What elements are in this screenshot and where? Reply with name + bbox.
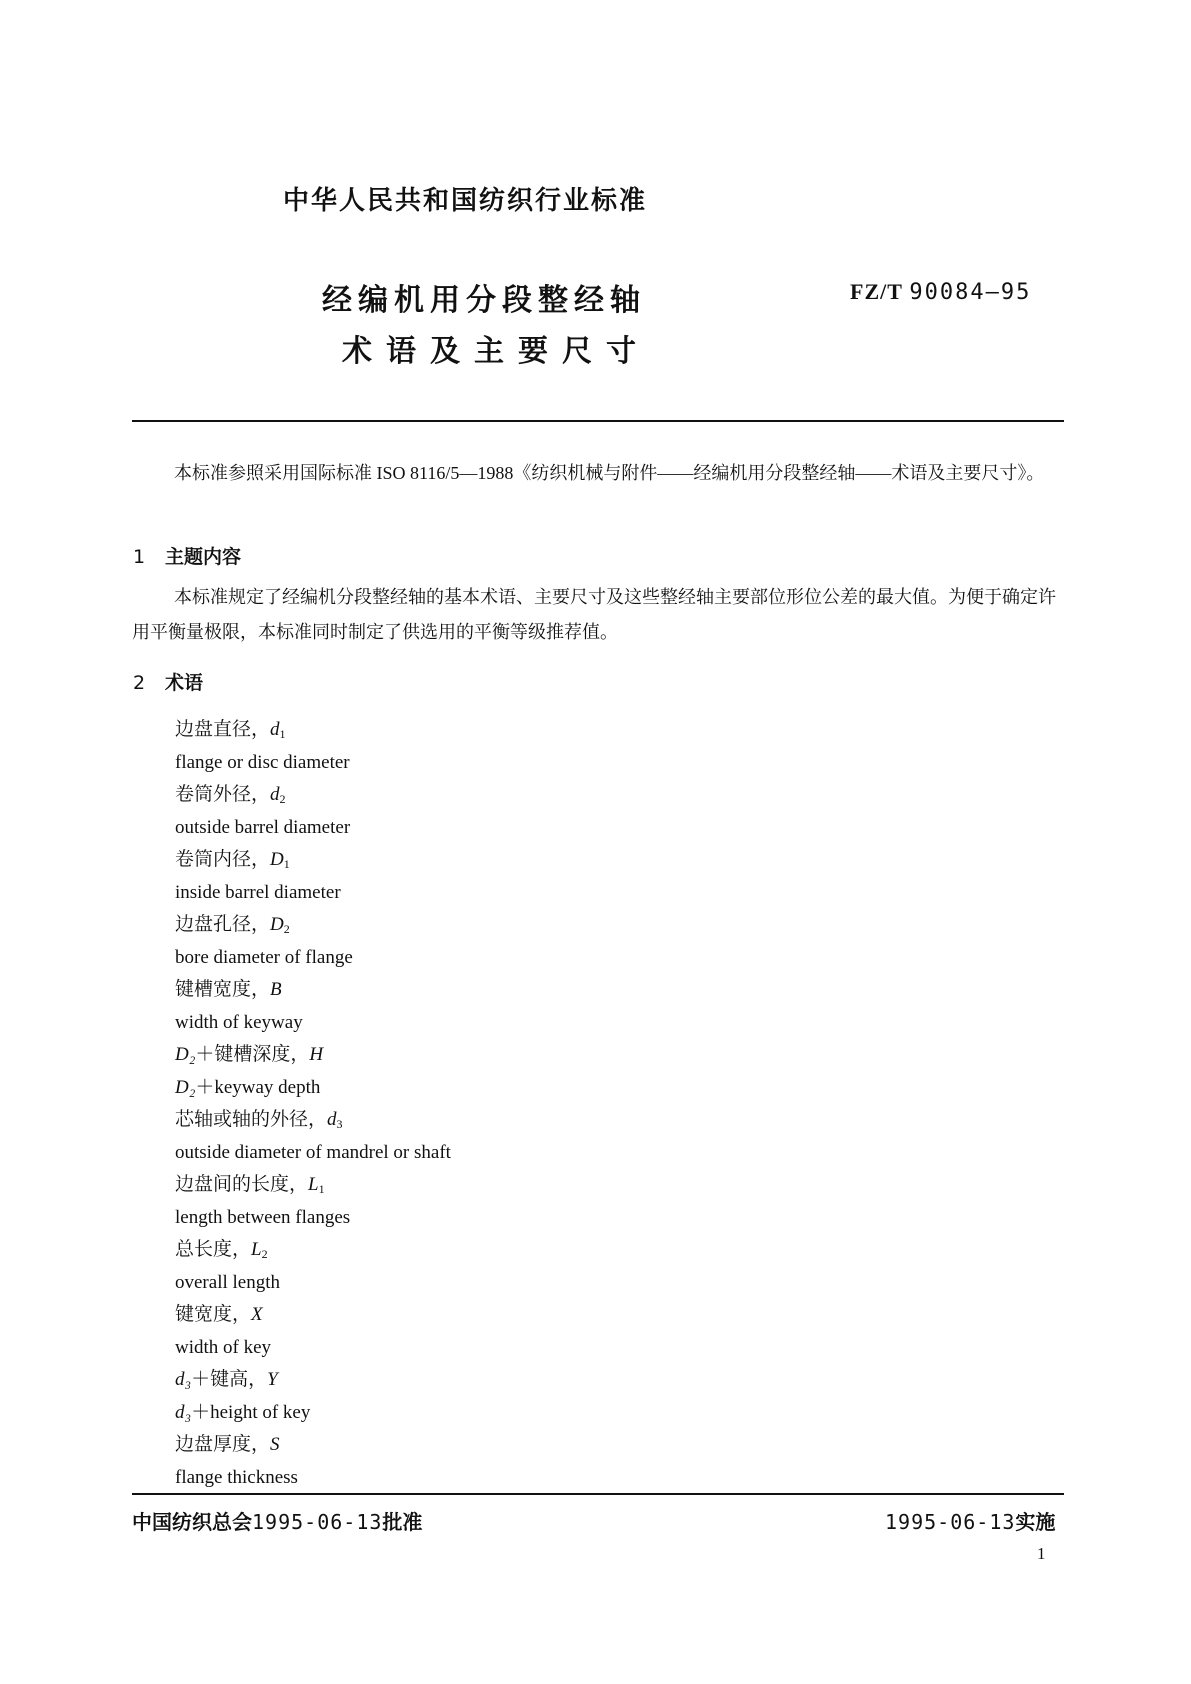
approval-date: 1995-06-13 bbox=[252, 1510, 383, 1534]
term-item bbox=[175, 909, 875, 974]
effective-date: 1995-06-13 bbox=[885, 1510, 1016, 1534]
header-divider bbox=[132, 420, 1064, 422]
term-symbol: H bbox=[309, 1044, 324, 1065]
section-2-title: 术语 bbox=[165, 672, 204, 694]
term-symbol: d bbox=[270, 719, 280, 740]
document-title-line-2: 术语及主要尺寸 bbox=[342, 334, 650, 369]
term-item bbox=[175, 1234, 875, 1299]
section-1-text: 本标准规定了经编机分段整经轴的基本术语、主要尺寸及这些整经轴主要部位形位公差的最大值。为便于确定许用平衡量极限，本标准同时制定了供选用的平衡等级推荐值。 bbox=[132, 587, 1056, 642]
term-english-text: inside barrel diameter bbox=[175, 882, 341, 903]
term-item bbox=[175, 844, 875, 909]
term-chinese-text: 边盘厚度， bbox=[175, 1434, 271, 1455]
term-chinese-prefix: d₃ bbox=[175, 1369, 192, 1390]
section-1-heading bbox=[133, 542, 241, 569]
term-english bbox=[175, 1006, 875, 1039]
effective-label: 实施 bbox=[1015, 1510, 1056, 1534]
term-symbol-subscript: 1 bbox=[279, 727, 286, 741]
term-item bbox=[175, 1104, 875, 1169]
term-chinese bbox=[175, 714, 875, 746]
issuer: 中国纺织总会 bbox=[132, 1510, 252, 1534]
term-chinese bbox=[175, 1169, 875, 1201]
term-english bbox=[175, 1201, 875, 1234]
effective-line bbox=[885, 1506, 1055, 1535]
term-english-text: width of keyway bbox=[175, 1012, 303, 1033]
term-symbol: D bbox=[270, 849, 284, 870]
issuing-authority-header: 中华人民共和国纺织行业标准 bbox=[283, 186, 648, 216]
intro-text: 本标准参照采用国际标准 ISO 8116/5—1988《纺织机械与附件——经编机用分段整经轴——术语及主要尺寸》。 bbox=[174, 463, 1045, 483]
term-english bbox=[175, 941, 875, 974]
term-english-prefix: d₃ bbox=[175, 1402, 192, 1423]
term-chinese-text: 总长度， bbox=[175, 1239, 252, 1260]
term-english-text: overall length bbox=[175, 1272, 280, 1293]
term-item bbox=[175, 714, 875, 779]
term-chinese bbox=[175, 1039, 875, 1071]
term-chinese-prefix: D₂ bbox=[175, 1044, 196, 1065]
term-english bbox=[175, 1331, 875, 1364]
standard-number bbox=[850, 279, 1031, 305]
term-english bbox=[175, 876, 875, 909]
term-chinese bbox=[175, 1299, 875, 1331]
term-symbol-subscript: 2 bbox=[279, 792, 286, 806]
term-chinese-text: 键宽度， bbox=[175, 1304, 252, 1325]
term-chinese-text: 边盘孔径， bbox=[175, 914, 271, 935]
term-chinese-text: 卷筒内径， bbox=[175, 849, 271, 870]
term-chinese-text: 边盘直径， bbox=[175, 719, 271, 740]
term-chinese bbox=[175, 844, 875, 876]
term-symbol: d bbox=[270, 784, 280, 805]
term-symbol: L bbox=[251, 1239, 262, 1260]
term-symbol: d bbox=[327, 1109, 337, 1130]
section-1-number: 1 bbox=[133, 546, 146, 568]
term-chinese-text: ＋键槽深度， bbox=[195, 1044, 310, 1065]
term-english-text: ＋keyway depth bbox=[195, 1077, 321, 1098]
section-1-title: 主题内容 bbox=[165, 546, 242, 568]
term-symbol: Y bbox=[267, 1369, 278, 1390]
section-2-number: 2 bbox=[133, 672, 146, 694]
standard-number-value: 90084—95 bbox=[909, 280, 1032, 305]
term-chinese bbox=[175, 1429, 875, 1461]
term-english-prefix: D₂ bbox=[175, 1077, 196, 1098]
term-english bbox=[175, 1266, 875, 1299]
term-english-text: bore diameter of flange bbox=[175, 947, 353, 968]
term-chinese bbox=[175, 779, 875, 811]
term-symbol-subscript: 2 bbox=[261, 1247, 268, 1261]
term-english-text: ＋height of key bbox=[191, 1402, 311, 1423]
page-number: 1 bbox=[1037, 1544, 1046, 1563]
term-item bbox=[175, 974, 875, 1039]
term-item bbox=[175, 1169, 875, 1234]
term-item bbox=[175, 779, 875, 844]
term-chinese-text: 边盘间的长度， bbox=[175, 1174, 309, 1195]
term-symbol: S bbox=[270, 1434, 280, 1455]
term-english bbox=[175, 811, 875, 844]
section-1-paragraph bbox=[132, 580, 1064, 650]
term-chinese bbox=[175, 909, 875, 941]
term-english-text: length between flanges bbox=[175, 1207, 351, 1228]
term-item bbox=[175, 1299, 875, 1364]
term-english-text: flange or disc diameter bbox=[175, 752, 350, 773]
term-english bbox=[175, 1461, 875, 1494]
term-symbol-subscript: 3 bbox=[336, 1117, 343, 1131]
terms-list bbox=[175, 714, 875, 1494]
approval-label: 批准 bbox=[382, 1510, 423, 1534]
term-english-text: flange thickness bbox=[175, 1467, 298, 1488]
term-chinese bbox=[175, 1364, 875, 1396]
term-symbol: B bbox=[270, 979, 282, 1000]
approval-line bbox=[132, 1506, 422, 1535]
term-english bbox=[175, 746, 875, 779]
intro-paragraph bbox=[132, 456, 1064, 491]
term-english bbox=[175, 1071, 875, 1104]
term-symbol: X bbox=[251, 1304, 263, 1325]
term-symbol-subscript: 1 bbox=[318, 1182, 325, 1196]
term-item bbox=[175, 1039, 875, 1104]
document-title-line-1: 经编机用分段整经轴 bbox=[322, 283, 646, 318]
footer-divider bbox=[132, 1493, 1064, 1495]
term-english-text: width of key bbox=[175, 1337, 272, 1358]
term-symbol: D bbox=[270, 914, 284, 935]
term-chinese bbox=[175, 1234, 875, 1266]
term-chinese bbox=[175, 1104, 875, 1136]
section-2-heading bbox=[133, 668, 203, 695]
standard-number-prefix: FZ/T bbox=[850, 279, 903, 304]
term-chinese-text: 芯轴或轴的外径， bbox=[175, 1109, 328, 1130]
term-symbol: L bbox=[308, 1174, 319, 1195]
term-chinese-text: ＋键高， bbox=[191, 1369, 268, 1390]
term-english bbox=[175, 1396, 875, 1429]
term-symbol-subscript: 2 bbox=[283, 922, 290, 936]
term-item bbox=[175, 1429, 875, 1494]
term-chinese-text: 键槽宽度， bbox=[175, 979, 271, 1000]
term-chinese-text: 卷筒外径， bbox=[175, 784, 271, 805]
term-english bbox=[175, 1136, 875, 1169]
term-symbol-subscript: 1 bbox=[283, 857, 290, 871]
term-english-text: outside barrel diameter bbox=[175, 817, 351, 838]
term-english-text: outside diameter of mandrel or shaft bbox=[175, 1142, 451, 1163]
term-item bbox=[175, 1364, 875, 1429]
term-chinese bbox=[175, 974, 875, 1006]
